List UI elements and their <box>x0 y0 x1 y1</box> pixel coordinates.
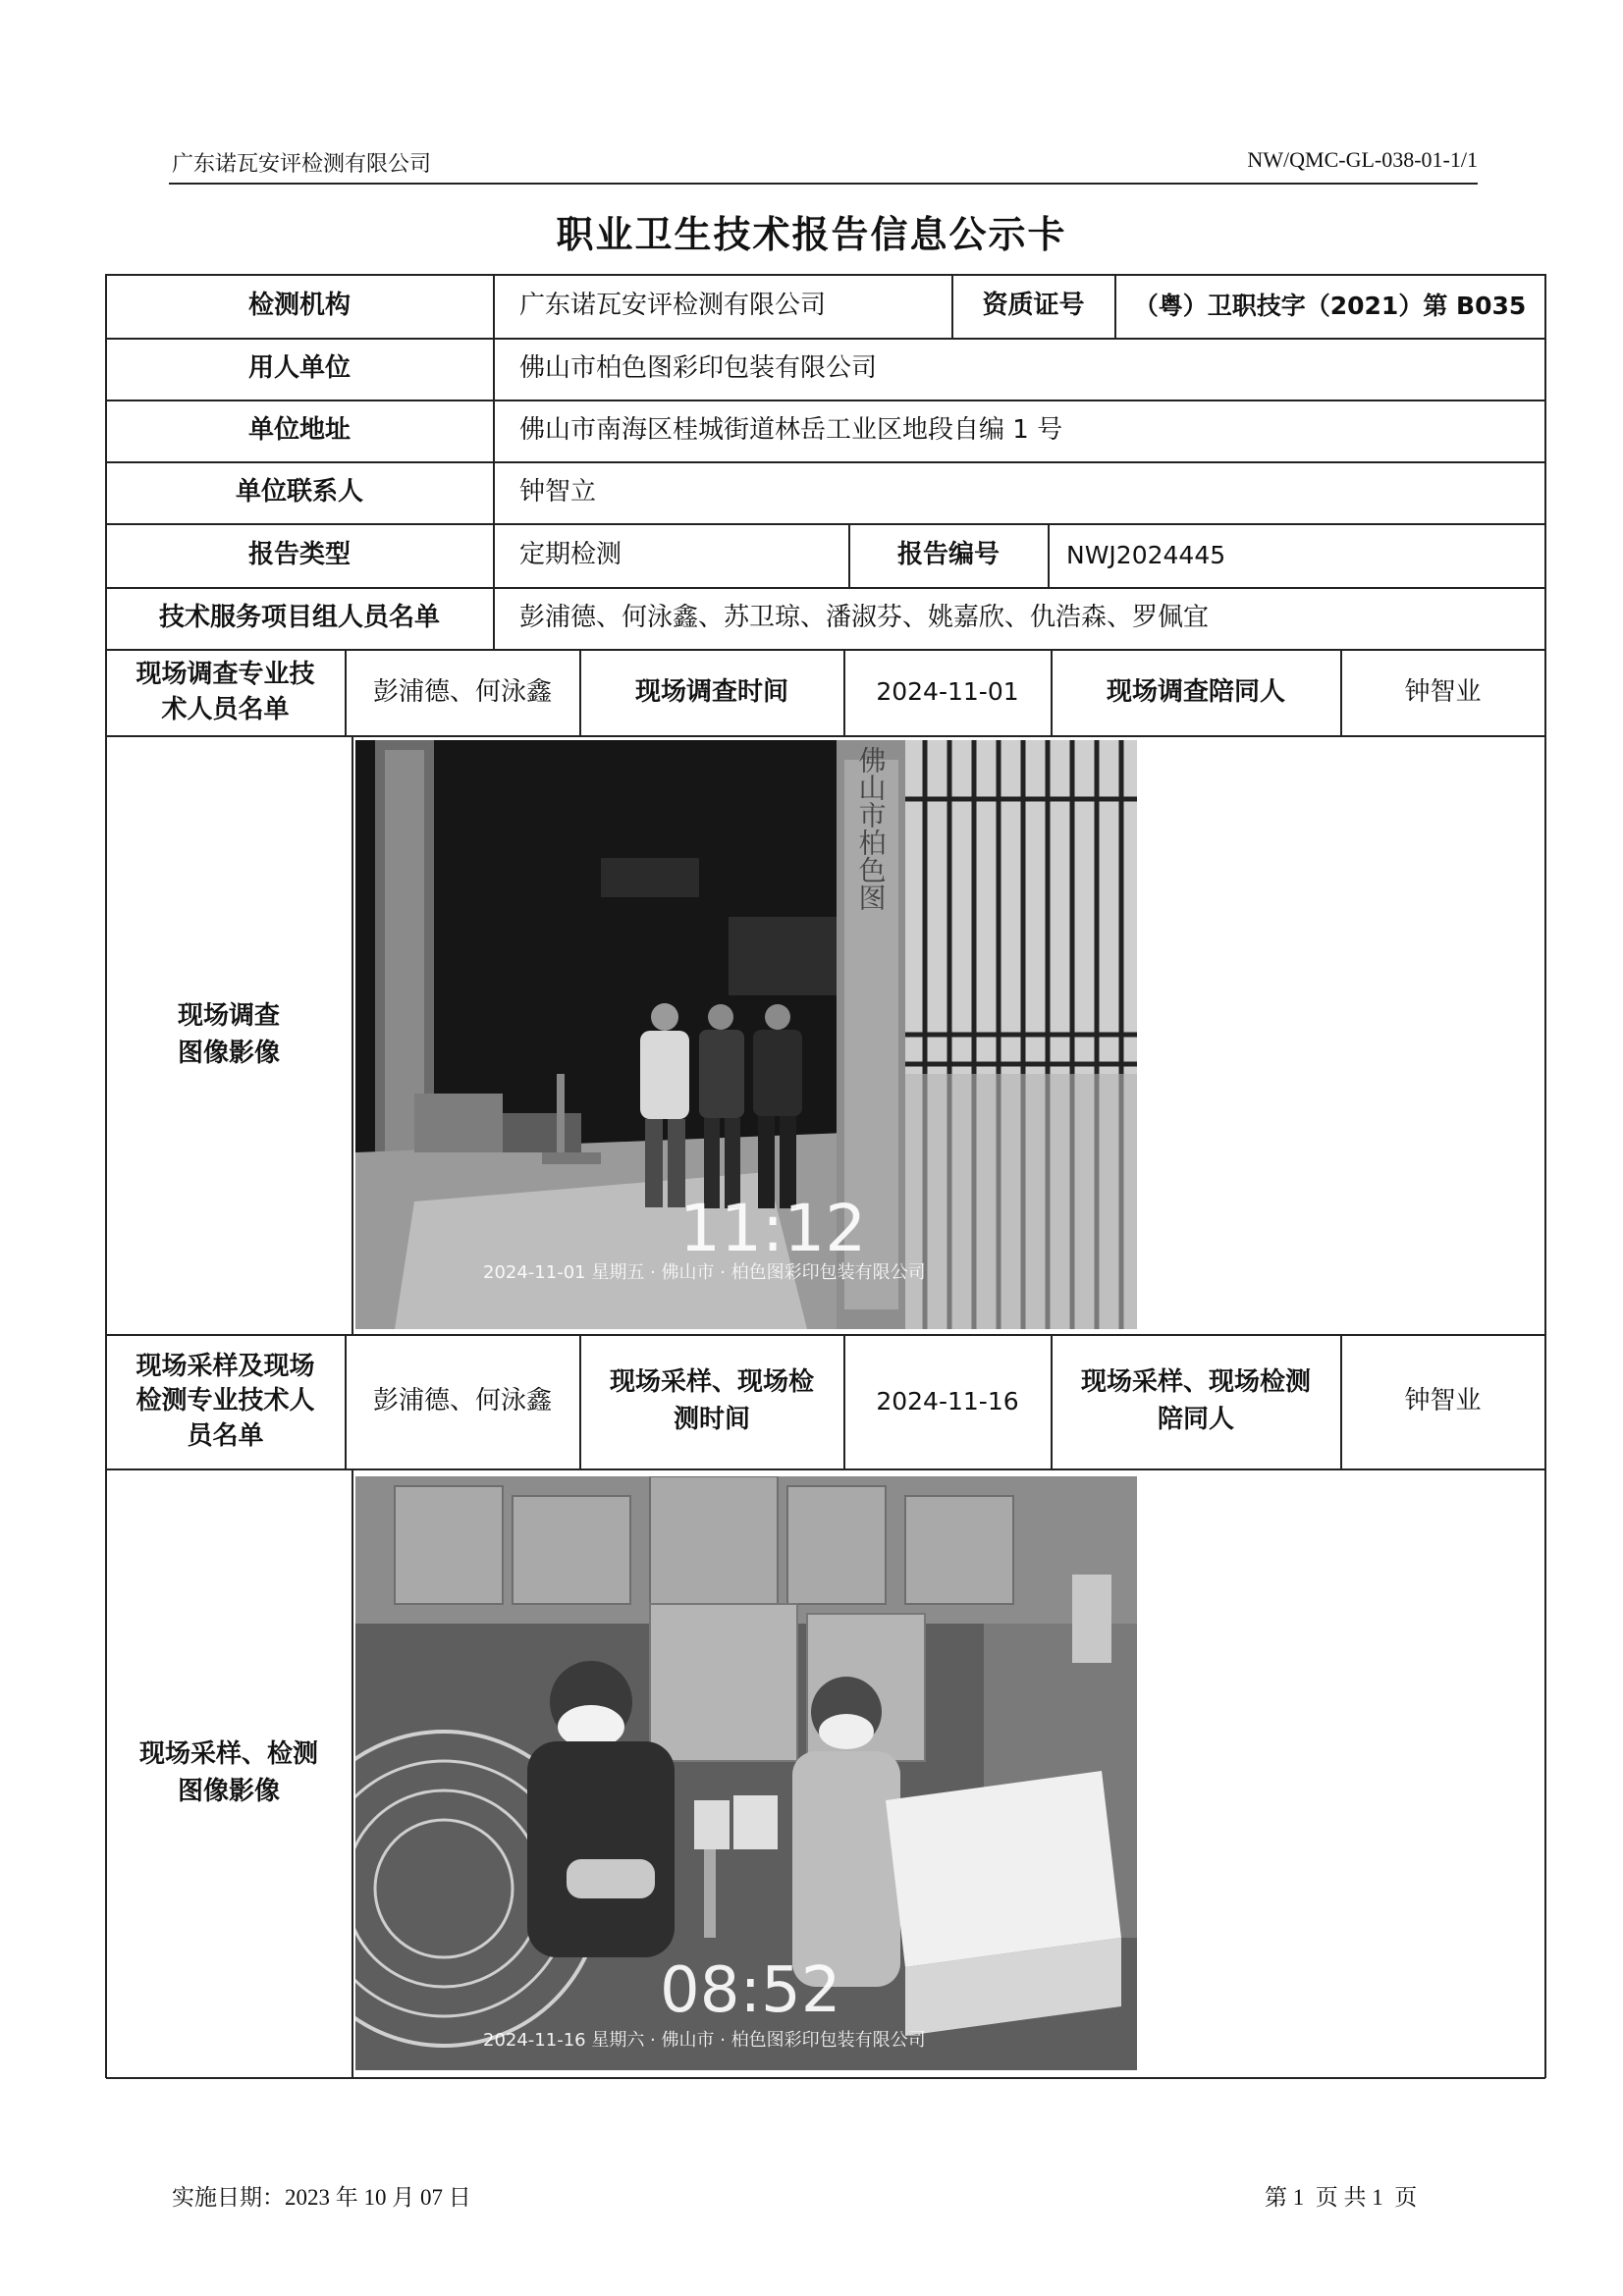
sample-image-label-line1: 现场采样、检测 <box>138 1738 318 1769</box>
sample-escort-label <box>1052 1335 1340 1468</box>
survey-escort-value: 钟智业 <box>1404 676 1482 707</box>
sample-time-label-line1: 现场采样、现场检 <box>609 1367 814 1398</box>
survey-image-label-line2: 图像影像 <box>177 1038 280 1068</box>
employer-label: 用人单位 <box>247 353 351 384</box>
qual-value: （粤）卫职技字（2021）第 B035 <box>1133 291 1527 320</box>
org-value: 广东诺瓦安评检测有限公司 <box>519 291 827 321</box>
team-value: 彭浦德、何泳鑫、苏卫琼、潘淑芬、姚嘉欣、仇浩森、罗佩宜 <box>519 603 1210 633</box>
address-label: 单位地址 <box>247 415 351 446</box>
survey-time-value: 2024-11-01 <box>876 677 1019 707</box>
survey-photo-time: 11:12 <box>679 1191 867 1266</box>
sample-escort-value: 钟智业 <box>1404 1386 1482 1416</box>
survey-staff-label <box>106 650 345 735</box>
survey-staff-label-line1: 现场调查专业技 <box>135 660 315 690</box>
report-no-value: NWJ2024445 <box>1066 540 1226 569</box>
contact-value: 钟智立 <box>519 477 597 507</box>
employer-value: 佛山市柏色图彩印包装有限公司 <box>519 353 878 384</box>
sample-image-label-line2: 图像影像 <box>177 1776 280 1806</box>
sampling-photo-caption: 2024-11-16 星期六 · 佛山市 · 柏色图彩印包装有限公司 <box>483 2030 926 2051</box>
sample-time-label-line2: 测时间 <box>673 1405 750 1434</box>
report-type-label: 报告类型 <box>247 540 351 570</box>
sample-time-value: 2024-11-16 <box>876 1386 1019 1415</box>
report-type-value: 定期检测 <box>519 540 622 570</box>
sample-time-label <box>580 1335 843 1468</box>
page-title: 职业卫生技术报告信息公示卡 <box>556 213 1067 256</box>
gate-sign-text: 佛山市柏色图 <box>854 746 888 911</box>
footer-page-number: 第 1 页 共 1 页 <box>1265 2185 1418 2210</box>
survey-photo <box>355 740 1137 1329</box>
sample-staff-label <box>106 1335 345 1468</box>
sample-staff-label-line1: 现场采样及现场 <box>135 1352 315 1382</box>
survey-photo-caption: 2024-11-01 星期五 · 佛山市 · 柏色图彩印包装有限公司 <box>483 1262 926 1283</box>
sample-escort-label-line1: 现场采样、现场检测 <box>1080 1367 1311 1398</box>
footer-effective-date: 实施日期：2023 年 10 月 07 日 <box>172 2185 471 2210</box>
sampling-photo-time: 08:52 <box>660 1954 841 2027</box>
header-divider <box>169 183 1478 185</box>
report-no-label: 报告编号 <box>896 540 1000 570</box>
header-doc-code: NW/QMC-GL-038-01-1/1 <box>1247 147 1478 172</box>
survey-staff-value: 彭浦德、何泳鑫 <box>372 676 552 707</box>
address-value: 佛山市南海区桂城街道林岳工业区地段自编 1 号 <box>519 415 1063 446</box>
survey-image-label <box>106 736 352 1334</box>
sample-staff-label-line2: 检测专业技术人 <box>135 1386 315 1416</box>
survey-time-label: 现场调查时间 <box>634 676 788 707</box>
survey-staff-label-line2: 术人员名单 <box>161 694 290 724</box>
survey-image-label-line1: 现场调查 <box>177 1000 280 1031</box>
sample-escort-label-line2: 陪同人 <box>1157 1405 1234 1434</box>
sample-staff-label-line3: 员名单 <box>187 1420 264 1451</box>
sampling-photo <box>355 1476 1137 2070</box>
sample-staff-value: 彭浦德、何泳鑫 <box>372 1386 552 1416</box>
survey-escort-label: 现场调查陪同人 <box>1106 676 1285 707</box>
org-label: 检测机构 <box>247 291 351 321</box>
sample-image-label <box>106 1469 352 2077</box>
contact-label: 单位联系人 <box>235 477 363 507</box>
header-company: 广东诺瓦安评检测有限公司 <box>172 152 432 177</box>
team-label: 技术服务项目组人员名单 <box>158 603 440 633</box>
qual-label: 资质证号 <box>982 291 1085 321</box>
